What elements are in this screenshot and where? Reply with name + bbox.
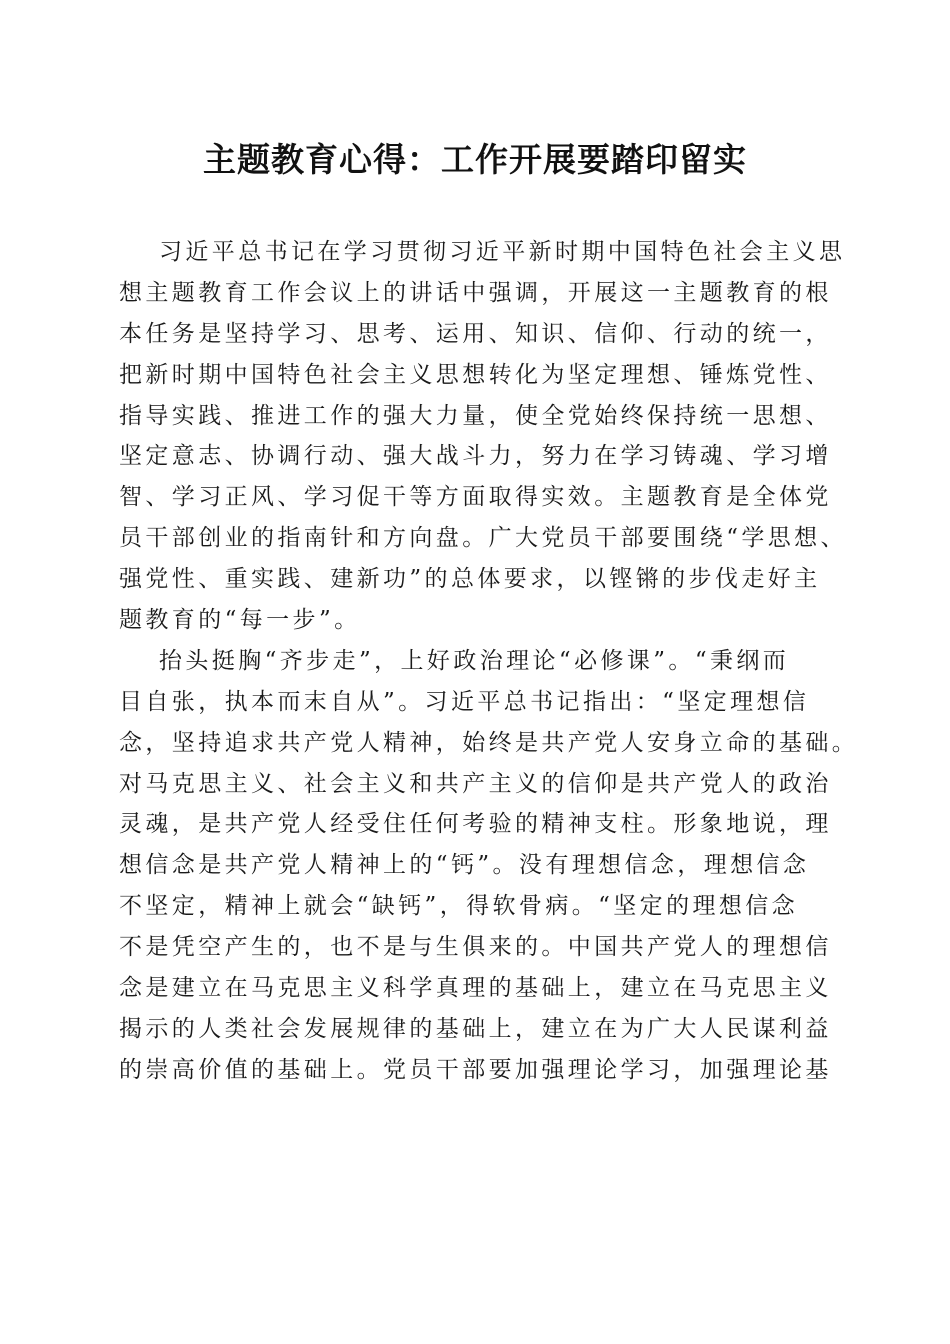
text-line: 的崇高价值的基础上。党员干部要加强理论学习，加强理论基 [119,1056,832,1083]
text-line: 员干部创业的指南针和方向盘。广大党员干部要围绕“学思想、 [119,525,847,552]
text-line: 念是建立在马克思主义科学真理的基础上，建立在马克思主义 [119,975,832,1002]
text-line: 坚定意志、协调行动、强大战斗力，努力在学习铸魂、学习增 [119,443,832,470]
text-line: 想信念是共产党人精神上的“钙”。没有理想信念，理想信念 [119,852,810,879]
document-body [119,232,859,1091]
paragraph-1 [119,232,847,641]
text-line: 目自张，执本而末自从”。习近平总书记指出：“坚定理想信 [119,688,810,715]
text-line: 智、学习正风、学习促干等方面取得实效。主题教育是全体党 [119,484,832,511]
text-line: 强党性、重实践、建新功”的总体要求，以铿锵的步伐走好主 [119,566,821,593]
text-line: 不坚定，精神上就会“缺钙”，得软骨病。“坚定的理想信念 [119,893,799,920]
text-line: 对马克思主义、社会主义和共产主义的信仰是共产党人的政治 [119,770,832,797]
text-line: 抬头挺胸“齐步走”，上好政治理论“必修课”。“秉纲而 [159,647,790,674]
paragraph-2 [119,641,859,1091]
text-line: 题教育的“每一步”。 [119,607,361,634]
text-line: 念，坚持追求共产党人精神，始终是共产党人安身立命的基础。 [119,729,859,756]
text-line: 不是凭空产生的，也不是与生俱来的。中国共产党人的理想信 [119,934,832,961]
text-line: 灵魂，是共产党人经受住任何考验的精神支柱。形象地说，理 [119,811,832,838]
text-line: 指导实践、推进工作的强大力量，使全党始终保持统一思想、 [119,402,832,429]
text-line: 揭示的人类社会发展规律的基础上，建立在为广大人民谋利益 [119,1015,832,1042]
document-title: 主题教育心得：工作开展要踏印留实 [203,140,747,179]
text-line: 把新时期中国特色社会主义思想转化为坚定理想、锤炼党性、 [119,361,832,388]
text-line: 本任务是坚持学习、思考、运用、知识、信仰、行动的统一， [119,320,832,347]
text-line: 想主题教育工作会议上的讲话中强调，开展这一主题教育的根 [119,279,832,306]
text-line: 习近平总书记在学习贯彻习近平新时期中国特色社会主义思 [159,239,846,265]
